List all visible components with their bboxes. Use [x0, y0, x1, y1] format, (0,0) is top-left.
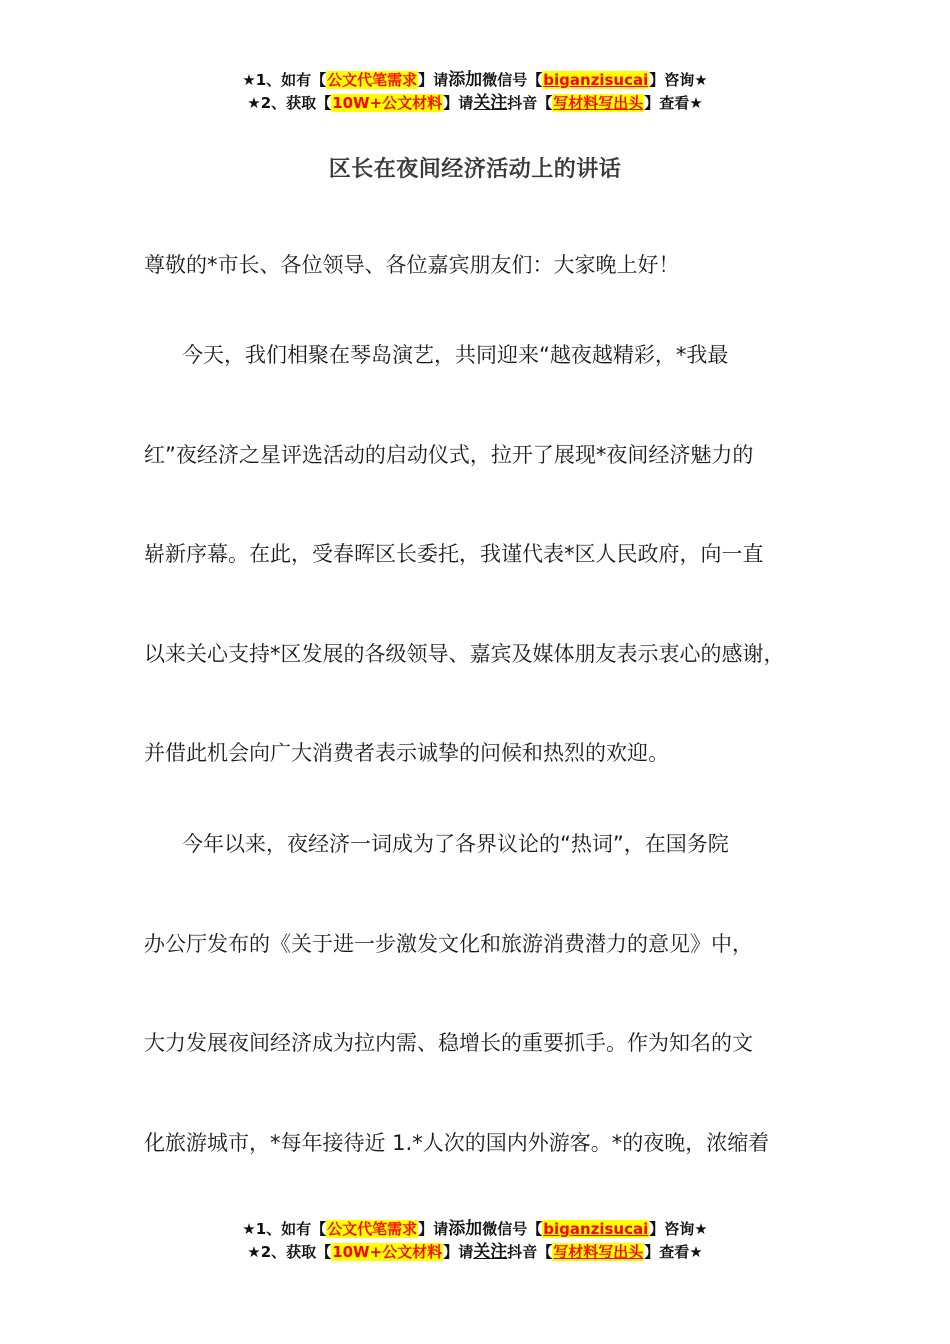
paragraph-line: 崭新序幕。在此，受春晖区长委托，我谨代表*区人民政府，向一直: [144, 542, 764, 566]
highlight-service: 公文代笔需求: [327, 71, 418, 89]
paragraph-1: [144, 306, 834, 804]
greeting-line: 尊敬的*市长、各位领导、各位嘉宾朋友们：大家晚上好！: [144, 253, 680, 277]
paragraph-line: 大力发展夜间经济成为拉内需、稳增长的重要抓手。作为知名的文: [144, 1031, 753, 1055]
douyin-account[interactable]: 写材料写出头: [553, 1243, 644, 1261]
wechat-id[interactable]: biganzisucai: [543, 71, 649, 89]
paragraph-2: [144, 795, 834, 1193]
paragraph-line: 以来关心支持*区发展的各级领导、嘉宾及媒体朋友表示衷心的感谢，: [144, 641, 785, 666]
douyin-account[interactable]: 写材料写出头: [553, 94, 644, 112]
paragraph-line: 办公厅发布的《关于进一步激发文化和旅游消费潜力的意见》中，: [144, 931, 753, 956]
wechat-id[interactable]: biganzisucai: [543, 1220, 649, 1238]
banner-line-1: ★1、如有【公文代笔需求】请添加微信号【biganzisucai】咨询★: [242, 1219, 708, 1239]
highlight-service: 公文代笔需求: [327, 1220, 418, 1238]
footer-banner: [0, 1218, 950, 1264]
banner-line-2: ★2、获取【10W+公文材料】请关注抖音【写材料写出头】查看★: [247, 93, 703, 113]
highlight-materials: 10W+公文材料: [332, 1243, 443, 1261]
highlight-materials: 10W+公文材料: [332, 94, 443, 112]
banner-line-2: ★2、获取【10W+公文材料】请关注抖音【写材料写出头】查看★: [247, 1242, 703, 1262]
header-banner: [0, 69, 950, 115]
paragraph-line: 今年以来，夜经济一词成为了各界议论的“热词”，在国务院: [182, 832, 729, 856]
banner-line-1: ★1、如有【公文代笔需求】请添加微信号【biganzisucai】咨询★: [242, 70, 708, 90]
paragraph-line: 红”夜经济之星评选活动的启动仪式，拉开了展现*夜间经济魅力的: [144, 442, 754, 467]
paragraph-line: 化旅游城市，*每年接待近 1.*人次的国内外游客。*的夜晚，浓缩着: [144, 1130, 770, 1155]
document-title: 区长在夜间经济活动上的讲话: [328, 157, 622, 182]
paragraph-line: 今天，我们相聚在琴岛演艺，共同迎来“越夜越精彩，*我最: [182, 343, 729, 367]
paragraph-line: 并借此机会向广大消费者表示诚挚的问候和热烈的欢迎。: [144, 741, 669, 765]
